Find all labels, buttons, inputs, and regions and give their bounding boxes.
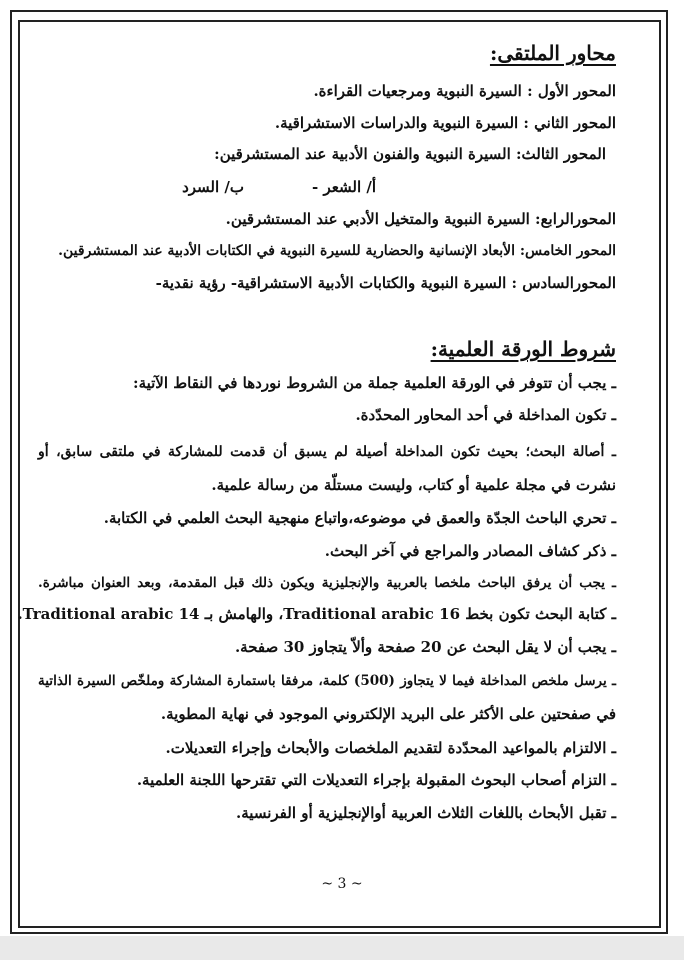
axis-2: المحور الثاني : السيرة النبوية والدراسات الاستشراقية. <box>274 114 616 132</box>
condition-originality-1: ـ أصالة البحث؛ بحيث تكون المداخلة أصيلة لم يسبق أن قدمت للمشاركة في ملتقى سابق، أو <box>38 444 616 460</box>
condition-rigor: ـ تحري الباحث الجدّة والعمق في موضوعه،واتباع منهجية البحث العلمي في الكتابة. <box>103 509 616 527</box>
condition-languages: ـ تقبل الأبحاث باللغات الثلاث العربية أوالإنجليزية أو الفرنسية. <box>236 804 616 822</box>
axis-6: المحورالسادس : السيرة النبوية والكتابات الأدبية الاستشراقية- رؤية نقدية- <box>155 274 616 292</box>
condition-intro: ـ يجب أن تتوفر في الورقة العلمية جملة من الشروط نوردها في النقاط الآتية: <box>133 374 616 392</box>
axes-heading: محاور الملتقى: <box>489 41 616 65</box>
axis-3-sub-a: أ/ الشعر - <box>312 178 376 196</box>
condition-deadlines: ـ الالتزام بالمواعيد المحدّدة لتقديم الملخصات والأبحاث وإجراء التعديلات. <box>165 739 616 757</box>
page-number: ~ 3 ~ <box>321 876 363 892</box>
condition-axis: ـ تكون المداخلة في أحد المحاور المحدّدة. <box>355 406 616 424</box>
axis-3-sub-b: ب/ السرد <box>182 178 244 196</box>
condition-submission-2: في صفحتين على الأكثر على البريد الإلكتروني الموجود في نهاية المطوية. <box>160 705 616 723</box>
axis-4: المحورالرابع: السيرة النبوية والمتخيل الأدبي عند المستشرقين. <box>225 210 616 228</box>
condition-abstract: ـ يجب أن يرفق الباحث ملخصا بالعربية والإنجليزية ويكون ذلك قبل المقدمة، وبعد العنوان مباشرة. <box>38 575 616 591</box>
condition-revisions: ـ التزام أصحاب البحوث المقبولة بإجراء التعديلات التي تقترحها اللجنة العلمية. <box>136 771 616 789</box>
axis-1: المحور الأول : السيرة النبوية ومرجعيات القراءة. <box>313 82 616 100</box>
conditions-heading: شروط الورقة العلمية: <box>430 337 616 361</box>
condition-font: ـ كتابة البحث تكون بخط Traditional arabic 16، والهامش بـ Traditional arabic 14. <box>17 605 616 623</box>
condition-originality-2: نشرت في مجلة علمية أو كتاب، وليست مستلّة من رسالة علمية. <box>211 476 616 494</box>
condition-submission-1: ـ يرسل ملخص المداخلة فيما لا يتجاوز (500) كلمة، مرفقا باستمارة المشاركة وملخّص السيرة الذاتية <box>38 673 616 689</box>
condition-length: ـ يجب أن لا يقل البحث عن 20 صفحة وألاّ يتجاوز 30 صفحة. <box>234 638 616 656</box>
axis-3: المحور الثالث: السيرة النبوية والفنون الأدبية عند المستشرقين: <box>214 145 606 163</box>
condition-references: ـ ذكر كشاف المصادر والمراجع في آخر البحث. <box>324 542 616 560</box>
axis-5: المحور الخامس: الأبعاد الإنسانية والحضارية للسيرة النبوية في الكتابات الأدبية عند المستشرقين. <box>58 243 616 259</box>
